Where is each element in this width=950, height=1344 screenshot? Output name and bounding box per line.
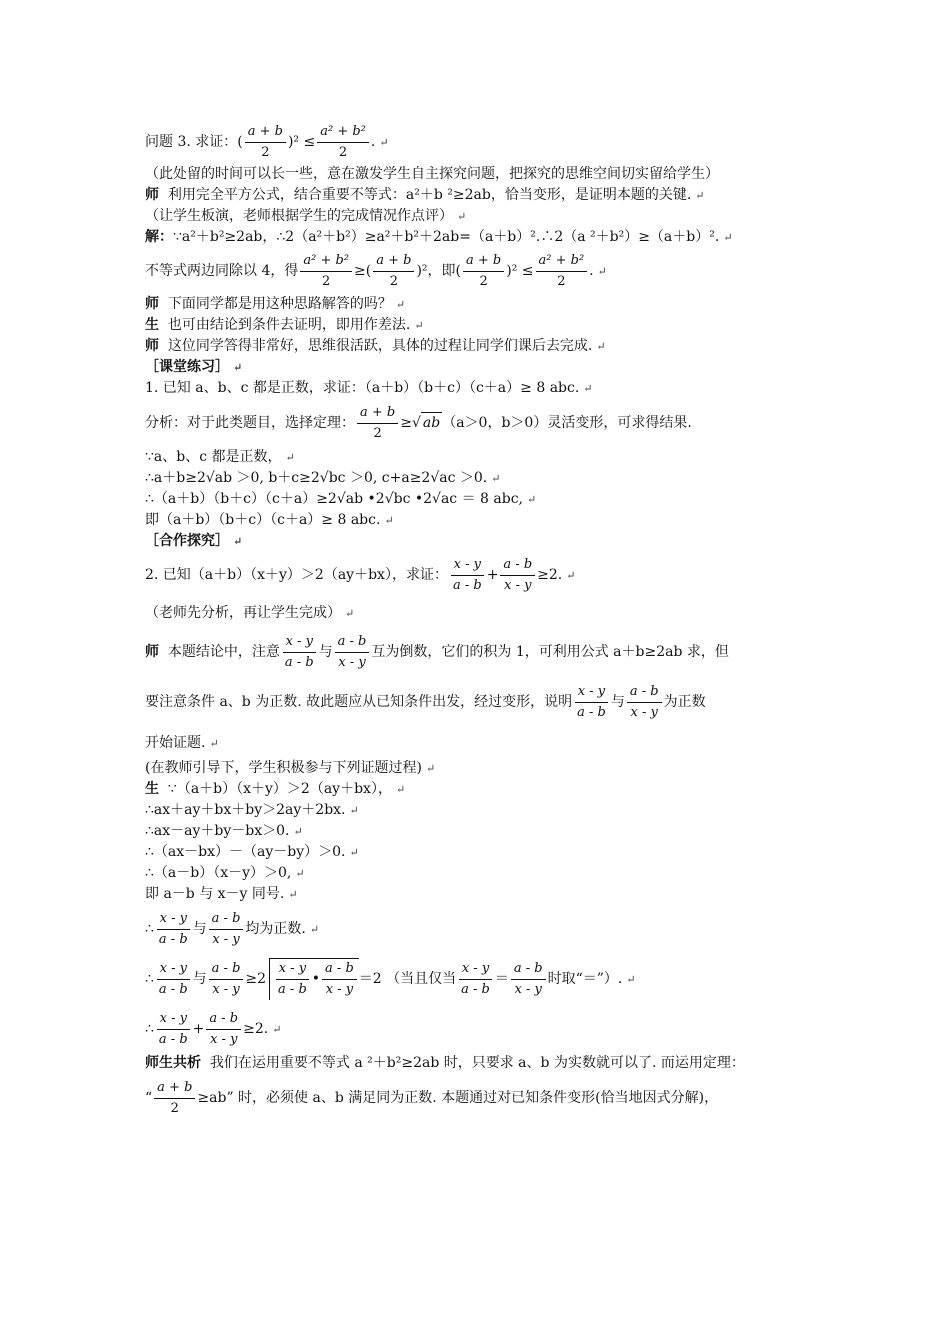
problem-3-label: 问题 3. 求证： [145,133,238,150]
fraction: $\frac{a + b}{2}$ [463,251,504,292]
fraction: $\frac{x - y}{a - b}$ [282,632,317,673]
fraction: $\frac{x - y}{a - b}$ [458,959,493,1000]
conclusion-line-1: 师生共析 我们在运用重要不等式 a ²＋b²≥2ab 时，只要求 a、b 为实数就可以了. 而运用定理： [145,1055,745,1071]
teacher-line-4b: 要注意条件 a、b 为正数. 故此题应从已知条件出发，经过变形，说明 $\frac{x - y}{a - b}$ 与 $\frac{a - b}{x - y}$ 为正数 [145,676,825,728]
document-page [145,120,825,1122]
fraction: $\frac{a + b}{2}$ [357,403,398,444]
practice-1-step-2: ∴a＋b≥2√ab ＞0, b＋c≥2√bc ＞0, c+a≥2√ac ＞0. ↵ [145,470,501,486]
problem-2-note: （老师先分析，再让学生完成） ↵ [145,604,355,621]
problem-2-line: 2. 已知（a＋b）（x＋y）＞2（ay＋bx），求证： $\frac{x - y}{a - b}$ + $\frac{a - b}{x - y}$ ≥2. ↵ [145,552,825,598]
fraction: $\frac{x - y}{a - b}$ [156,909,191,950]
fraction: $\frac{a - b}{x - y}$ [209,959,244,1000]
practice-1-analysis: 分析：对于此类题目，选择定理： $\frac{a + b}{2}$ ≥√ ab （a＞0，b＞0）灵活变形，可求得结果. [145,399,825,447]
student-proof-9: ∴ $\frac{x - y}{a - b}$ + $\frac{a - b}{x - y}$ ≥2. ↵ [145,1005,825,1053]
fraction: $\frac{x - y}{a - b}$ [574,682,609,723]
fraction: $\frac{a - b}{x - y}$ [627,682,662,723]
teacher-line-1: 师 利用完全平方公式，结合重要不等式：a²＋b ²≥2ab，恰当变形，是证明本题的关键. ↵ [145,187,705,203]
student-proof-2: ∴ax＋ay＋bx＋by＞2ay＋2bx. ↵ [145,802,359,818]
teacher-line-2: 师 下面同学都是用这种思路解答的吗？ ↵ [145,296,406,312]
problem-3-line: 问题 3. 求证： ( $\frac{a + b}{2}$ )² ≤ $\frac{\text{a² + b²}}{2}$ . ↵ [145,120,825,164]
practice-1-step-3: ∴（a＋b）（b＋c）（c＋a）≥2√ab •2√bc •2√ac ＝ 8 abc, ↵ [145,491,537,507]
student-proof-3: ∴ax－ay＋by－bx＞0. ↵ [145,823,303,839]
teacher-note-1: （让学生板演，老师根据学生的完成情况作点评） ↵ [145,208,467,224]
student-proof-7: ∴ $\frac{x - y}{a - b}$ 与 $\frac{a - b}{x - y}$ 均为正数. ↵ [145,905,825,953]
solution-line-1: 解： ∵a²＋b²≥2ab，∴2（a²＋b²）≥a²＋b²＋2ab=（a＋b）².∴2（a ²＋b²）≥（a＋b）². ↵ [145,229,733,245]
square-root: $\frac{x - y}{a - b}$ • $\frac{a - b}{x - y}$ [269,958,359,1000]
cooperation-heading: ［合作探究］ ↵ [145,533,243,549]
fraction: $\frac{\text{a² + b²}}{2}$ [536,251,588,292]
student-proof-8: ∴ $\frac{x - y}{a - b}$ 与 $\frac{a - b}{x - y}$ ≥2 $\frac{x - y}{a - b}$ • $\frac{a - b}{x - y}$ ＝2 （当且仅当 $\frac{x - y}{a - b}$ ＝ $\frac{a - b}{x - y}$ 时取“＝”）. ↵ [145,953,825,1005]
fraction: $\frac{x - y}{a - b}$ [450,555,485,596]
fraction: $\frac{a - b}{x - y}$ [209,909,244,950]
fraction: $\frac{a + b}{2}$ [373,251,414,292]
student-proof-4: ∴（ax－bx）－（ay－by）＞0. ↵ [145,844,359,860]
student-proof-6: 即 a－b 与 x－y 同号. ↵ [145,886,298,902]
student-line-1: 生 也可由结论到条件去证明，即用作差法. ↵ [145,317,424,333]
fraction: $\frac{a - b}{x - y}$ [206,1009,241,1050]
teacher-line-3: 师 这位同学答得非常好，思维很活跃，具体的过程让同学们课后去完成. ↵ [145,338,606,354]
fraction: $\frac{a + b}{2}$ [154,1078,195,1119]
fraction: $\frac{x - y}{a - b}$ [156,959,191,1000]
practice-1-step-4: 即（a＋b）（b＋c）（c＋a）≥ 8 abc. ↵ [145,512,394,528]
practice-1: 1. 已知 a、b、c 都是正数，求证：（a＋b）（b＋c）（c＋a）≥ 8 abc. ↵ [145,380,593,396]
fraction: $\frac{\text{a² + b²}}{2}$ [300,251,352,292]
teacher-line-4a: 师 本题结论中，注意 $\frac{x - y}{a - b}$ 与 $\frac{a - b}{x - y}$ 互为倒数，它们的积为 1，可利用公式 a＋b≥2ab 求，但 [145,628,825,676]
fraction: $\frac{a - b}{x - y}$ [511,959,546,1000]
problem-3-note: （此处留的时间可以长一些，意在激发学生自主探究问题，把探究的思维空间切实留给学生） [145,166,719,182]
teacher-line-4c: 开始证题. ↵ [145,734,219,751]
student-proof-5: ∴（a－b）（x－y）＞0, ↵ [145,865,305,881]
solution-line-2: 不等式两边同除以 4，得 $\frac{\text{a² + b²}}{2}$ ≥( $\frac{a + b}{2}$ )² ，即 ( $\frac{a + b}{2}$ )² ≤ $\frac{\text{a² + b²}}{2}$ . ↵ [145,248,825,294]
fraction: $\frac{\text{a² + b²}}{2}$ [317,122,369,163]
teacher-note-4: (在教师引导下，学生积极参与下列证题过程) ↵ [145,760,436,776]
fraction: $\frac{a - b}{x - y}$ [335,632,370,673]
practice-1-step-1: ∵a、b、c 都是正数， ↵ [145,449,295,465]
student-proof-1: 生 ∵（a＋b）（x＋y）＞2（ay＋bx）， ↵ [145,781,406,797]
conclusion-line-2: “ $\frac{a + b}{2}$ ≥ab” 时，必须使 a、b 满足同为正数. 本题通过对已知条件变形(恰当地因式分解)， [145,1074,825,1122]
fraction: $\frac{a + b}{2}$ [245,122,286,163]
practice-heading: ［课堂练习］ ↵ [145,359,243,375]
fraction: $\frac{a - b}{x - y}$ [500,555,535,596]
fraction: $\frac{x - y}{a - b}$ [156,1009,191,1050]
